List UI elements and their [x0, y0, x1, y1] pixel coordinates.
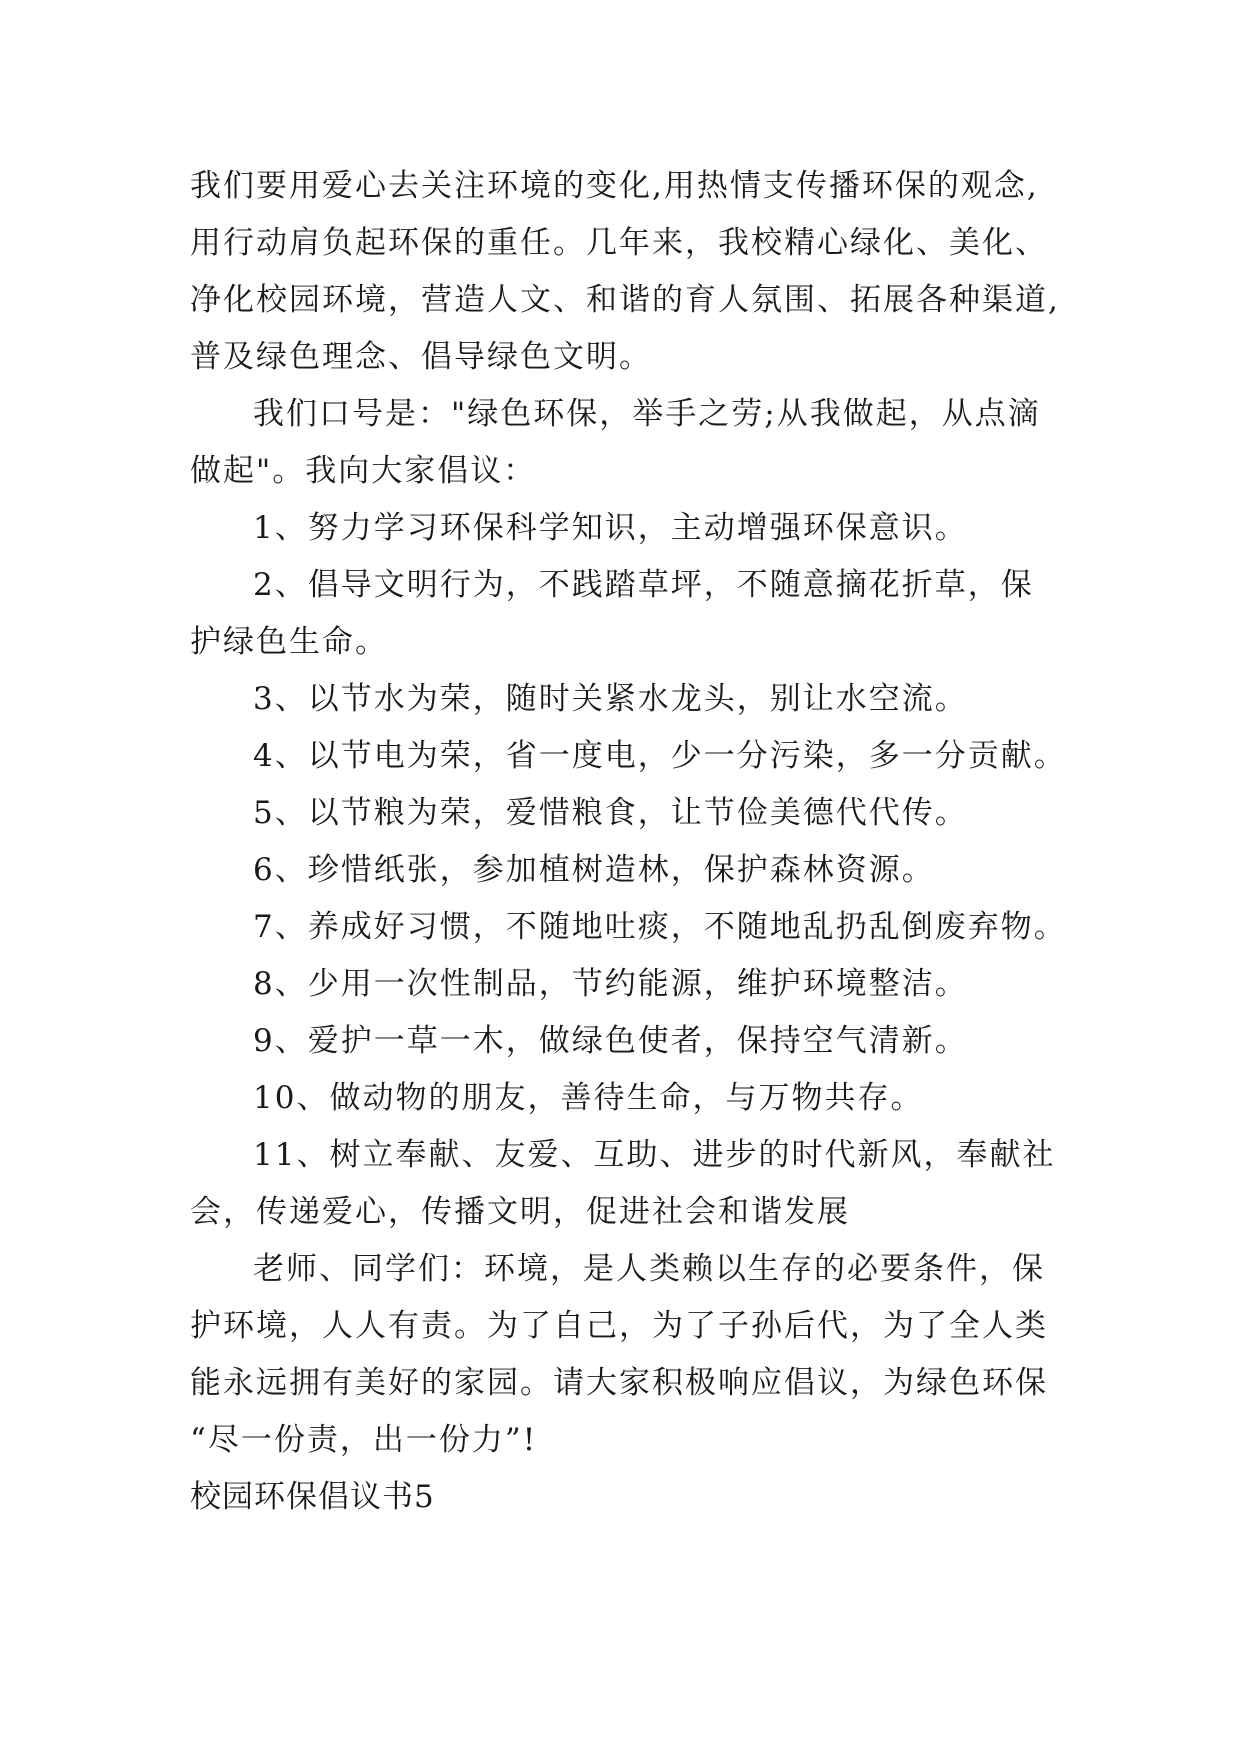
- paragraph-line: 净化校园环境，营造人文、和谐的育人氛围、拓展各种渠道,: [190, 282, 1060, 318]
- proposal-item: 5、以节粮为荣，爱惜粮食，让节俭美德代代传。: [253, 795, 968, 831]
- closing-paragraph-line: 护环境，人人有责。为了自己，为了子孙后代，为了全人类: [190, 1308, 1048, 1344]
- proposal-item: 9、爱护一草一木，做绿色使者，保持空气清新。: [253, 1023, 968, 1059]
- paragraph-line: 我们要用爱心去关注环境的变化,用热情支传播环保的观念,: [190, 168, 1039, 204]
- proposal-item: 1、努力学习环保科学知识，主动增强环保意识。: [253, 510, 968, 546]
- proposal-item: 3、以节水为荣，随时关紧水龙头，别让水空流。: [253, 681, 968, 717]
- proposal-item: 6、珍惜纸张，参加植树造林，保护森林资源。: [253, 852, 935, 888]
- proposal-item-continuation: 会，传递爱心，传播文明，促进社会和谐发展: [190, 1194, 850, 1230]
- paragraph-line: 普及绿色理念、倡导绿色文明。: [190, 339, 652, 375]
- closing-paragraph-line: 能永远拥有美好的家园。请大家积极响应倡议，为绿色环保: [190, 1365, 1048, 1401]
- closing-paragraph-line: “尽一份责，出一份力”!: [190, 1422, 538, 1458]
- proposal-item: 8、少用一次性制品，节约能源，维护环境整洁。: [253, 966, 968, 1002]
- proposal-item: 2、倡导文明行为，不践踏草坪，不随意摘花折草，保: [253, 567, 1034, 603]
- paragraph-line: 用行动肩负起环保的重任。几年来，我校精心绿化、美化、: [190, 225, 1048, 261]
- section-heading: 校园环保倡议书5: [190, 1479, 435, 1515]
- closing-paragraph-line: 老师、同学们：环境，是人类赖以生存的必要条件，保: [253, 1251, 1045, 1287]
- proposal-item: 11、树立奉献、友爱、互助、进步的时代新风，奉献社: [253, 1137, 1056, 1173]
- proposal-item: 4、以节电为荣，省一度电，少一分污染，多一分贡献。: [253, 738, 1067, 774]
- proposal-item-continuation: 护绿色生命。: [190, 624, 388, 660]
- slogan-line: 我们口号是："绿色环保，举手之劳;从我做起，从点滴: [253, 396, 1041, 432]
- slogan-line: 做起"。我向大家倡议：: [190, 453, 537, 489]
- proposal-item: 10、做动物的朋友，善待生命，与万物共存。: [253, 1080, 924, 1116]
- proposal-item: 7、养成好习惯，不随地吐痰，不随地乱扔乱倒废弃物。: [253, 909, 1067, 945]
